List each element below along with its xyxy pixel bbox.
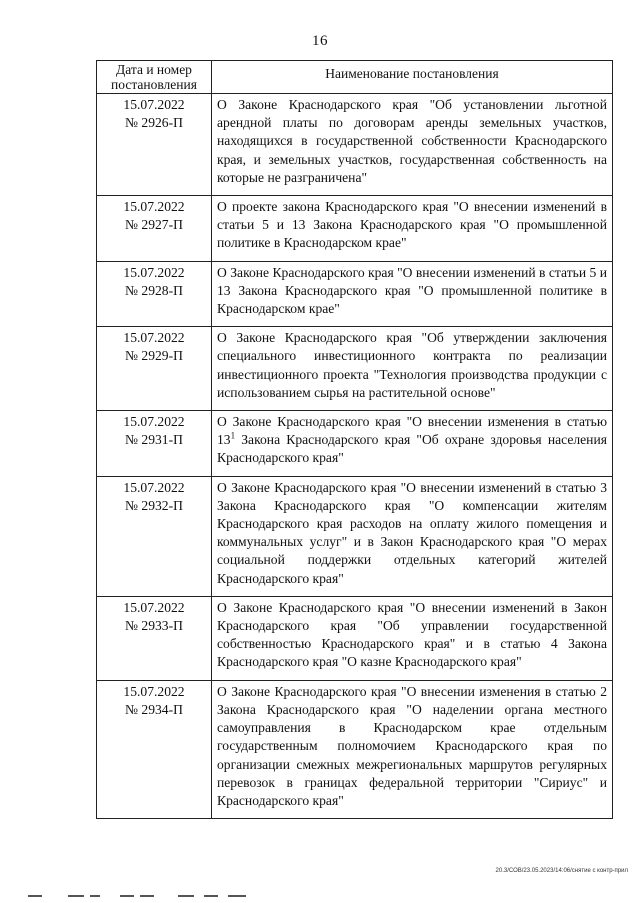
decree-title: О Законе Краснодарского края "Об установлении льготной арендной платы по договорам аренды земельных участков, находящихся в государственной собственности Краснодарского края, и земельных участков, государственная собственность на которые не разграничена" <box>212 94 613 196</box>
decree-date-cell <box>97 596 212 680</box>
table-row <box>97 327 613 411</box>
decree-date: 15.07.2022 <box>123 599 185 615</box>
article-superscript: 1 <box>230 430 236 441</box>
decree-number: № 2928-П <box>125 282 183 298</box>
decree-number: № 2931-П <box>125 432 183 448</box>
table-row <box>97 411 613 477</box>
table-row <box>97 261 613 327</box>
decree-date-cell <box>97 327 212 411</box>
decree-date: 15.07.2022 <box>123 264 185 280</box>
header-decree-name: Наименование постановления <box>212 61 613 94</box>
decree-date: 15.07.2022 <box>123 97 185 112</box>
scan-artifact-marks <box>28 895 268 898</box>
decree-number: № 2934-П <box>125 701 183 717</box>
decree-date-cell <box>97 94 212 196</box>
decree-number: № 2929-П <box>125 348 183 364</box>
decree-title-part: О Законе Краснодарского края "О внесении изменения в статью 13 <box>217 414 607 448</box>
decree-number: № 2933-П <box>125 618 183 634</box>
table-row <box>97 196 613 262</box>
decree-number: № 2932-П <box>125 497 183 513</box>
decree-number: № 2926-П <box>125 115 183 131</box>
decree-date-cell <box>97 196 212 262</box>
table-row <box>97 476 613 596</box>
table-row <box>97 596 613 680</box>
decrees-table <box>96 60 613 819</box>
decree-date: 15.07.2022 <box>123 683 185 699</box>
decree-date: 15.07.2022 <box>123 330 185 346</box>
table-row <box>97 94 613 196</box>
decree-title-part: Закона Краснодарского края "Об охране здоровья населения Краснодарского края" <box>217 432 607 466</box>
page-number: 16 <box>312 33 328 49</box>
table-row <box>97 680 613 818</box>
document-footer-code: 20.3/СОВ/23.05.2023/14:06/снятие с контр-прил <box>495 868 628 874</box>
decree-date-cell <box>97 476 212 596</box>
decree-title: О Законе Краснодарского края "О внесении изменения в статью 2 Закона Краснодарского края "О наделении органа местного самоуправления в Краснодарском крае отдельным государственным полномочием Краснодарского края по организации смежных межрегиональных маршрутов регулярных перевозок в границах федеральной территории "Сириус" и Краснодарского края" <box>212 680 613 818</box>
table-header-row <box>97 61 613 94</box>
decree-title: О Законе Краснодарского края "О внесении изменений в статью 3 Закона Краснодарского края "О компенсации жителям Краснодарского края расходов на оплату жилого помещения и коммунальных услуг" и в Закон Краснодарского края "О мерах социальной поддержки отдельных категорий жителей Краснодарского края" <box>212 476 613 596</box>
decree-title: О Законе Краснодарского края "О внесении изменений в статьи 5 и 13 Закона Краснодарского края "О промышленной политике в Краснодарском крае" <box>212 261 613 327</box>
decree-number: № 2927-П <box>125 217 183 233</box>
header-date-number: Дата и номер постановления <box>97 61 212 94</box>
decree-date-cell <box>97 261 212 327</box>
decree-date: 15.07.2022 <box>123 414 185 430</box>
decree-date: 15.07.2022 <box>123 479 185 495</box>
decree-title: О Законе Краснодарского края "О внесении изменений в Закон Краснодарского края "Об управлении государственной собственностью Краснодарского края" и в статью 4 Закона Краснодарского края "О казне Краснодарского края" <box>212 596 613 680</box>
decree-date-cell <box>97 411 212 477</box>
decree-date: 15.07.2022 <box>123 199 185 215</box>
decree-title <box>212 411 613 477</box>
decree-date-cell <box>97 680 212 818</box>
decree-title: О Законе Краснодарского края "Об утверждении заключения специального инвестиционного контракта по реализации инвестиционного проекта "Технология производства продукции с использованием сырья на растительной основе" <box>212 327 613 411</box>
decree-title: О проекте закона Краснодарского края "О внесении изменений в статьи 5 и 13 Закона Краснодарского края "О промышленной политике в Краснодарском крае" <box>212 196 613 262</box>
